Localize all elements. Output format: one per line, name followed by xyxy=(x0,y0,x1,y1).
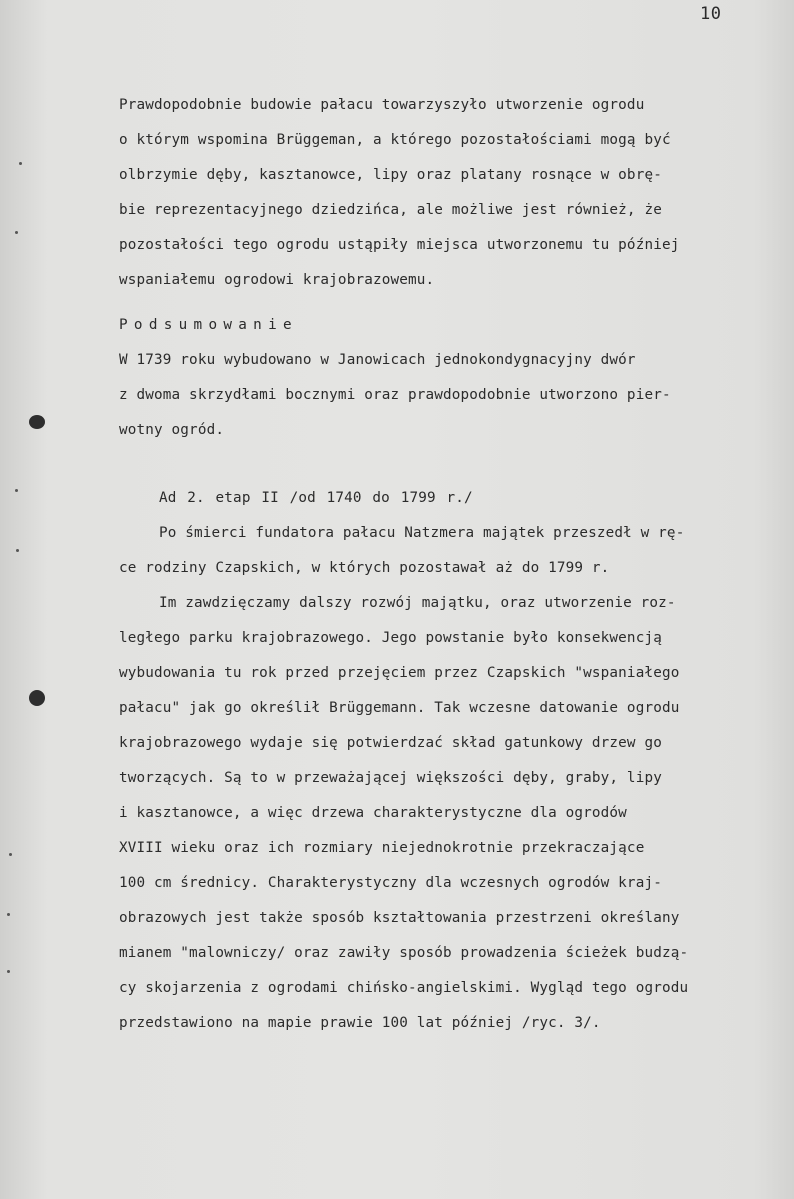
text-line: obrazowych jest także sposób kształtowania przestrzeni określany xyxy=(119,910,680,926)
text-line: 100 cm średnicy. Charakterystyczny dla wczesnych ogrodów kraj- xyxy=(119,875,662,891)
text-line: Po śmierci fundatora pałacu Natzmera majątek przeszedł w rę- xyxy=(159,525,685,541)
text-line: wybudowania tu rok przed przejęciem przez Czapskich "wspaniałego xyxy=(119,665,680,681)
punch-hole-mark xyxy=(29,415,45,429)
text-line: z dwoma skrzydłami bocznymi oraz prawdopodobnie utworzono pier- xyxy=(119,387,671,403)
text-line: o którym wspomina Brüggeman, a którego pozostałościami mogą być xyxy=(119,132,671,148)
text-line: cy skojarzenia z ogrodami chińsko-angielskimi. Wygląd tego ogrodu xyxy=(119,980,689,996)
text-line: mianem "malowniczy/ oraz zawiły sposób prowadzenia ścieżek budzą- xyxy=(119,945,689,961)
scan-speck xyxy=(9,853,12,856)
text-line: Prawdopodobnie budowie pałacu towarzyszyło utworzenie ogrodu xyxy=(119,97,645,113)
text-line: tworzących. Są to w przeważającej większości dęby, graby, lipy xyxy=(119,770,662,786)
punch-hole-mark xyxy=(29,690,45,706)
text-line: i kasztanowce, a więc drzewa charakterystyczne dla ogrodów xyxy=(119,805,627,821)
text-line: XVIII wieku oraz ich rozmiary niejednokrotnie przekraczające xyxy=(119,840,645,856)
scan-speck xyxy=(7,970,10,973)
text-line: wspaniałemu ogrodowi krajobrazowemu. xyxy=(119,272,435,288)
text-line: pałacu" jak go określił Brüggemann. Tak wczesne datowanie ogrodu xyxy=(119,700,680,716)
text-line: ce rodziny Czapskich, w których pozostawał aż do 1799 r. xyxy=(119,560,610,576)
section-heading: Podsumowanie xyxy=(119,317,298,333)
text-line: W 1739 roku wybudowano w Janowicach jednokondygnacyjny dwór xyxy=(119,352,636,368)
text-line: olbrzymie dęby, kasztanowce, lipy oraz platany rosnące w obrę- xyxy=(119,167,662,183)
text-line: krajobrazowego wydaje się potwierdzać skład gatunkowy drzew go xyxy=(119,735,662,751)
scan-speck xyxy=(16,549,19,552)
text-line: wotny ogród. xyxy=(119,422,225,438)
page-number: 10 xyxy=(700,4,722,24)
scan-speck xyxy=(15,489,18,492)
stage-heading: Ad 2. etap II /od 1740 do 1799 r./ xyxy=(159,490,473,506)
text-line: bie reprezentacyjnego dziedzińca, ale możliwe jest również, że xyxy=(119,202,662,218)
scan-speck xyxy=(19,162,22,165)
text-line: pozostałości tego ogrodu ustąpiły miejsca utworzonemu tu później xyxy=(119,237,680,253)
scan-speck xyxy=(7,913,10,916)
text-line: ległego parku krajobrazowego. Jego powstanie było konsekwencją xyxy=(119,630,662,646)
text-line: Im zawdzięczamy dalszy rozwój majątku, oraz utworzenie roz- xyxy=(159,595,676,611)
text-line: przedstawiono na mapie prawie 100 lat później /ryc. 3/. xyxy=(119,1015,601,1031)
scan-speck xyxy=(15,231,18,234)
